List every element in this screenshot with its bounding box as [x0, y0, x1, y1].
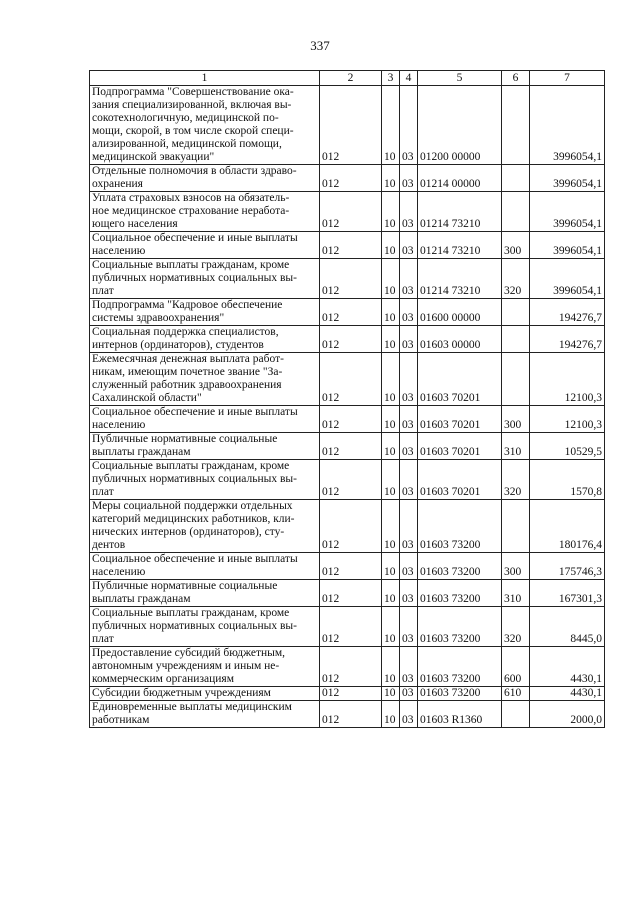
- row-name: Ежемесячная денежная выплата работ- никам, имеющим почетное звание "За- служенный работник здравоохранения Сахалинской области": [90, 353, 320, 406]
- table-row: [90, 687, 605, 701]
- subsection-code: 03: [400, 165, 418, 192]
- subsection-code: 03: [400, 406, 418, 433]
- row-name: Социальная поддержка специалистов, интернов (ординаторов), студентов: [90, 326, 320, 353]
- section-code: 10: [382, 353, 400, 406]
- amount: 8445,0: [530, 607, 605, 647]
- subsection-code: 03: [400, 192, 418, 232]
- expense-type-code: 300: [502, 553, 530, 580]
- grbs-code: 012: [320, 232, 382, 259]
- target-article-code: 01603 73200: [418, 553, 502, 580]
- row-name: Уплата страховых взносов на обязатель- ное медицинское страхование неработа- ющего населения: [90, 192, 320, 232]
- section-code: 10: [382, 299, 400, 326]
- subsection-code: 03: [400, 607, 418, 647]
- expense-type-code: [502, 353, 530, 406]
- table-row: [90, 86, 605, 165]
- target-article-code: 01603 70201: [418, 460, 502, 500]
- row-name: Социальное обеспечение и иные выплаты населению: [90, 406, 320, 433]
- grbs-code: 012: [320, 192, 382, 232]
- row-name: Социальные выплаты гражданам, кроме публичных нормативных социальных вы- плат: [90, 460, 320, 500]
- subsection-code: 03: [400, 299, 418, 326]
- expense-type-code: 600: [502, 647, 530, 687]
- column-header: 5: [418, 71, 502, 86]
- column-header: 1: [90, 71, 320, 86]
- amount: 194276,7: [530, 299, 605, 326]
- amount: 167301,3: [530, 580, 605, 607]
- row-name: Субсидии бюджетным учреждениям: [90, 687, 320, 701]
- table-row: [90, 607, 605, 647]
- table-row: [90, 299, 605, 326]
- amount: 3996054,1: [530, 232, 605, 259]
- table-row: [90, 165, 605, 192]
- grbs-code: 012: [320, 580, 382, 607]
- amount: 3996054,1: [530, 165, 605, 192]
- target-article-code: 01214 73210: [418, 232, 502, 259]
- target-article-code: 01603 R1360: [418, 701, 502, 728]
- budget-table: [89, 70, 605, 728]
- table-row: [90, 553, 605, 580]
- subsection-code: 03: [400, 687, 418, 701]
- target-article-code: 01600 00000: [418, 299, 502, 326]
- target-article-code: 01603 70201: [418, 406, 502, 433]
- table-row: [90, 259, 605, 299]
- row-name: Единовременные выплаты медицинским работникам: [90, 701, 320, 728]
- subsection-code: 03: [400, 647, 418, 687]
- grbs-code: 012: [320, 687, 382, 701]
- grbs-code: 012: [320, 165, 382, 192]
- target-article-code: 01603 73200: [418, 687, 502, 701]
- amount: 175746,3: [530, 553, 605, 580]
- grbs-code: 012: [320, 406, 382, 433]
- grbs-code: 012: [320, 259, 382, 299]
- amount: 3996054,1: [530, 192, 605, 232]
- expense-type-code: [502, 500, 530, 553]
- amount: 3996054,1: [530, 86, 605, 165]
- row-name: Подпрограмма "Совершенствование ока- зания специализированной, включая вы- сокотехнологичную, медицинской по- мощи, скорой, в том числе скорой специ- ализированной, медицинской помощи, медицинской эвакуации": [90, 86, 320, 165]
- table-row: [90, 232, 605, 259]
- target-article-code: 01603 73200: [418, 580, 502, 607]
- target-article-code: 01603 70201: [418, 433, 502, 460]
- section-code: 10: [382, 580, 400, 607]
- target-article-code: 01603 73200: [418, 607, 502, 647]
- amount: 4430,1: [530, 687, 605, 701]
- subsection-code: 03: [400, 353, 418, 406]
- subsection-code: 03: [400, 86, 418, 165]
- section-code: 10: [382, 553, 400, 580]
- expense-type-code: [502, 165, 530, 192]
- section-code: 10: [382, 192, 400, 232]
- table-row: [90, 500, 605, 553]
- subsection-code: 03: [400, 701, 418, 728]
- grbs-code: 012: [320, 460, 382, 500]
- section-code: 10: [382, 607, 400, 647]
- grbs-code: 012: [320, 553, 382, 580]
- grbs-code: 012: [320, 86, 382, 165]
- row-name: Публичные нормативные социальные выплаты гражданам: [90, 433, 320, 460]
- row-name: Отдельные полномочия в области здраво- охранения: [90, 165, 320, 192]
- expense-type-code: 320: [502, 460, 530, 500]
- amount: 1570,8: [530, 460, 605, 500]
- expense-type-code: [502, 701, 530, 728]
- expense-type-code: [502, 326, 530, 353]
- table-row: [90, 326, 605, 353]
- target-article-code: 01214 73210: [418, 259, 502, 299]
- target-article-code: 01603 00000: [418, 326, 502, 353]
- expense-type-code: [502, 299, 530, 326]
- header-row: [90, 71, 605, 86]
- target-article-code: 01603 73200: [418, 500, 502, 553]
- subsection-code: 03: [400, 460, 418, 500]
- row-name: Социальное обеспечение и иные выплаты населению: [90, 553, 320, 580]
- row-name: Меры социальной поддержки отдельных категорий медицинских работников, кли- нических интернов (ординаторов), сту- дентов: [90, 500, 320, 553]
- grbs-code: 012: [320, 299, 382, 326]
- expense-type-code: 310: [502, 580, 530, 607]
- column-header: 4: [400, 71, 418, 86]
- subsection-code: 03: [400, 553, 418, 580]
- section-code: 10: [382, 687, 400, 701]
- subsection-code: 03: [400, 500, 418, 553]
- subsection-code: 03: [400, 259, 418, 299]
- section-code: 10: [382, 165, 400, 192]
- amount: 3996054,1: [530, 259, 605, 299]
- amount: 4430,1: [530, 647, 605, 687]
- expense-type-code: 310: [502, 433, 530, 460]
- subsection-code: 03: [400, 433, 418, 460]
- table-row: [90, 192, 605, 232]
- table-row: [90, 647, 605, 687]
- row-name: Социальные выплаты гражданам, кроме публичных нормативных социальных вы- плат: [90, 607, 320, 647]
- table-row: [90, 433, 605, 460]
- table-row: [90, 580, 605, 607]
- row-name: Социальное обеспечение и иные выплаты населению: [90, 232, 320, 259]
- subsection-code: 03: [400, 326, 418, 353]
- column-header: 2: [320, 71, 382, 86]
- target-article-code: 01214 00000: [418, 165, 502, 192]
- row-name: Предоставление субсидий бюджетным, автономным учреждениям и иным не- коммерческим организациям: [90, 647, 320, 687]
- amount: 180176,4: [530, 500, 605, 553]
- grbs-code: 012: [320, 326, 382, 353]
- amount: 2000,0: [530, 701, 605, 728]
- column-header: 3: [382, 71, 400, 86]
- section-code: 10: [382, 647, 400, 687]
- grbs-code: 012: [320, 647, 382, 687]
- column-header: 7: [530, 71, 605, 86]
- section-code: 10: [382, 326, 400, 353]
- target-article-code: 01214 73210: [418, 192, 502, 232]
- table-row: [90, 406, 605, 433]
- expense-type-code: 300: [502, 232, 530, 259]
- amount: 12100,3: [530, 353, 605, 406]
- grbs-code: 012: [320, 500, 382, 553]
- section-code: 10: [382, 232, 400, 259]
- section-code: 10: [382, 701, 400, 728]
- section-code: 10: [382, 259, 400, 299]
- table-row: [90, 460, 605, 500]
- expense-type-code: 320: [502, 259, 530, 299]
- section-code: 10: [382, 500, 400, 553]
- column-header: 6: [502, 71, 530, 86]
- grbs-code: 012: [320, 433, 382, 460]
- section-code: 10: [382, 433, 400, 460]
- amount: 10529,5: [530, 433, 605, 460]
- amount: 194276,7: [530, 326, 605, 353]
- section-code: 10: [382, 406, 400, 433]
- expense-type-code: 610: [502, 687, 530, 701]
- grbs-code: 012: [320, 353, 382, 406]
- subsection-code: 03: [400, 580, 418, 607]
- target-article-code: 01603 70201: [418, 353, 502, 406]
- target-article-code: 01603 73200: [418, 647, 502, 687]
- row-name: Публичные нормативные социальные выплаты гражданам: [90, 580, 320, 607]
- expense-type-code: [502, 192, 530, 232]
- subsection-code: 03: [400, 232, 418, 259]
- row-name: Подпрограмма "Кадровое обеспечение системы здравоохранения": [90, 299, 320, 326]
- amount: 12100,3: [530, 406, 605, 433]
- expense-type-code: [502, 86, 530, 165]
- row-name: Социальные выплаты гражданам, кроме публичных нормативных социальных вы- плат: [90, 259, 320, 299]
- table-row: [90, 353, 605, 406]
- target-article-code: 01200 00000: [418, 86, 502, 165]
- expense-type-code: 320: [502, 607, 530, 647]
- expense-type-code: 300: [502, 406, 530, 433]
- grbs-code: 012: [320, 607, 382, 647]
- section-code: 10: [382, 86, 400, 165]
- section-code: 10: [382, 460, 400, 500]
- page-number: 337: [310, 38, 330, 53]
- table-row: [90, 701, 605, 728]
- grbs-code: 012: [320, 701, 382, 728]
